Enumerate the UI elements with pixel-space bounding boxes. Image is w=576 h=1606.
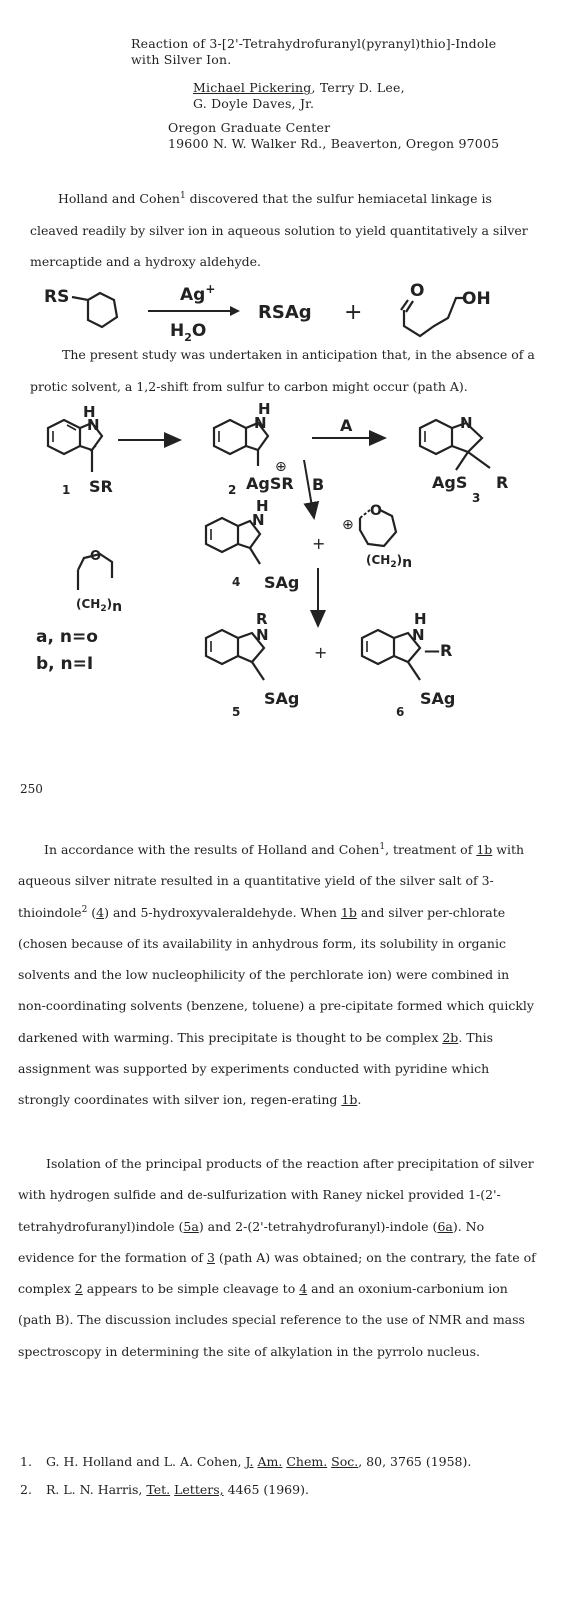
variant-a: a, n=o	[36, 627, 98, 647]
title-line-2: with Silver Ion.	[131, 52, 232, 67]
affiliation-line-2: 19600 N. W. Walker Rd., Beaverton, Oregon 97005	[168, 136, 500, 151]
compound-2-complex	[214, 400, 294, 497]
svg-text:—R: —R	[424, 641, 453, 660]
reference-1: 1. G. H. Holland and L. A. Cohen, J. Am. Chem. Soc., 80, 3765 (1958).	[20, 1454, 472, 1469]
label-4: 4	[232, 575, 241, 589]
compound-5	[206, 610, 299, 719]
svg-text:O: O	[410, 281, 425, 301]
svg-text:+: +	[314, 643, 328, 662]
svg-text:SAg: SAg	[264, 689, 300, 708]
plus-sign: +	[344, 300, 363, 325]
svg-text:H: H	[414, 610, 427, 628]
reaction-scheme-1	[30, 276, 550, 346]
svg-text:AgS: AgS	[432, 473, 468, 492]
reaction-scheme-2	[20, 398, 540, 728]
path-b-label: B	[312, 475, 325, 494]
ring-legend	[36, 549, 122, 674]
svg-text:N: N	[87, 416, 100, 434]
svg-text:SAg: SAg	[420, 689, 456, 708]
svg-text:N: N	[256, 626, 269, 644]
affiliation	[168, 120, 499, 152]
other-authors: , Terry D. Lee,	[311, 80, 405, 95]
authors	[193, 80, 405, 112]
svg-text:SR: SR	[89, 477, 113, 496]
variant-b: b, n=I	[36, 654, 94, 674]
title-line-1: Reaction of 3-[2'-Tetrahydrofuranyl(pyranyl)thio]-Indole	[131, 36, 497, 51]
compound-6	[362, 610, 455, 719]
body-paragraph-1: In accordance with the results of Holland and Cohen$^1$, treatment of 1b with aqueous silver nitrate resulted in a quantitative yield of the silver salt of 3-thioindole$^2$ (4) and 5-hydroxyvaleraldehyde. When 1b and silver per-chlorate (chosen because of its availability in anhydrous form, its solubility in organic solvents and the low nucleophilicity of the perchlorate ion) were combined in non-coordinating solvents (benzene, toluene) a pre-cipitate formed which quickly darkened with warming. This precipitate is thought to be complex 2b. This assignment was supported by experiments conducted with pyridine which strongly coordinates with silver ion, regen-erating 1b.	[18, 841, 534, 1108]
authors-line-2: G. Doyle Daves, Jr.	[193, 96, 315, 111]
svg-text:O: O	[90, 549, 102, 564]
oxonium-ion	[342, 503, 412, 571]
pyran-ring	[72, 293, 117, 327]
oh-label: OH	[462, 289, 491, 309]
svg-text:⊕: ⊕	[342, 517, 354, 533]
affiliation-line-1: Oregon Graduate Center	[168, 120, 331, 135]
svg-text:AgSR: AgSR	[246, 474, 294, 493]
svg-text:⊕: ⊕	[275, 459, 287, 475]
references	[20, 1454, 540, 1498]
presenting-author: Michael Pickering	[193, 80, 312, 95]
reference-2: 2. R. L. N. Harris, Tet. Letters, 4465 (1969).	[20, 1482, 309, 1497]
pentanal-chain	[404, 298, 464, 336]
svg-text:N: N	[252, 511, 265, 529]
svg-text:H: H	[83, 403, 96, 421]
svg-text:H: H	[256, 497, 269, 515]
abstract-paragraph-1: Holland and Cohen$^1$ discovered that the sulfur hemiacetal linkage is cleaved readily by silver ion in aqueous solution to yield quantitatively a silver mercaptide and a hydroxy aldehyde.	[30, 190, 528, 269]
svg-text:O: O	[370, 503, 382, 519]
compound-3	[420, 414, 508, 505]
label-1: 1	[62, 483, 71, 497]
svg-text:H2O: $H_2O$	[170, 321, 207, 344]
label-2: 2	[228, 483, 237, 497]
product-rsag: RSAg	[258, 302, 312, 323]
svg-text:(CH2)n: $(CH_2)n$	[76, 597, 123, 615]
svg-text:Ag+: Ag+	[180, 282, 216, 305]
label-5: 5	[232, 705, 241, 719]
body-paragraph-2: Isolation of the principal products of the reaction after precipitation of silver with hydrogen sulfide and de-sulfurization with Raney nickel provided 1-(2'-tetrahydrofuranyl)indole (5a) and 2-(2'-tetrahydrofuranyl)-indole (6a). No evidence for the formation of 3 (path A) was obtained; on the contrary, the fate of complex 2 appears to be simple cleavage to 4 and an oxonium-carbonium ion (path B). The discussion includes special reference to the use of NMR and mass spectroscopy in determining the site of alkylation in the pyrrolo nucleus.	[18, 1156, 536, 1359]
svg-text:+: +	[312, 534, 326, 553]
svg-text:N: N	[254, 414, 267, 432]
svg-text:(CH2)n: $(CH_2)n$	[366, 553, 413, 571]
compound-4	[206, 497, 299, 592]
title	[131, 36, 496, 68]
rs-label: RS	[44, 287, 70, 307]
svg-text:N: N	[412, 626, 425, 644]
page-number: 250	[20, 782, 43, 796]
svg-text:R: R	[256, 610, 268, 628]
svg-text:SAg: SAg	[264, 573, 300, 592]
svg-text:R: R	[496, 473, 509, 492]
abstract-paragraph-2: The present study was undertaken in anticipation that, in the absence of a protic solvent, a 1,2-shift from sulfur to carbon might occur (path A).	[30, 347, 535, 394]
svg-text:H: H	[258, 400, 271, 418]
compound-1-indole	[48, 403, 113, 497]
label-3: 3	[472, 491, 481, 505]
path-a-label: A	[340, 416, 353, 435]
label-6: 6	[396, 705, 405, 719]
svg-text:N: N	[460, 414, 473, 432]
